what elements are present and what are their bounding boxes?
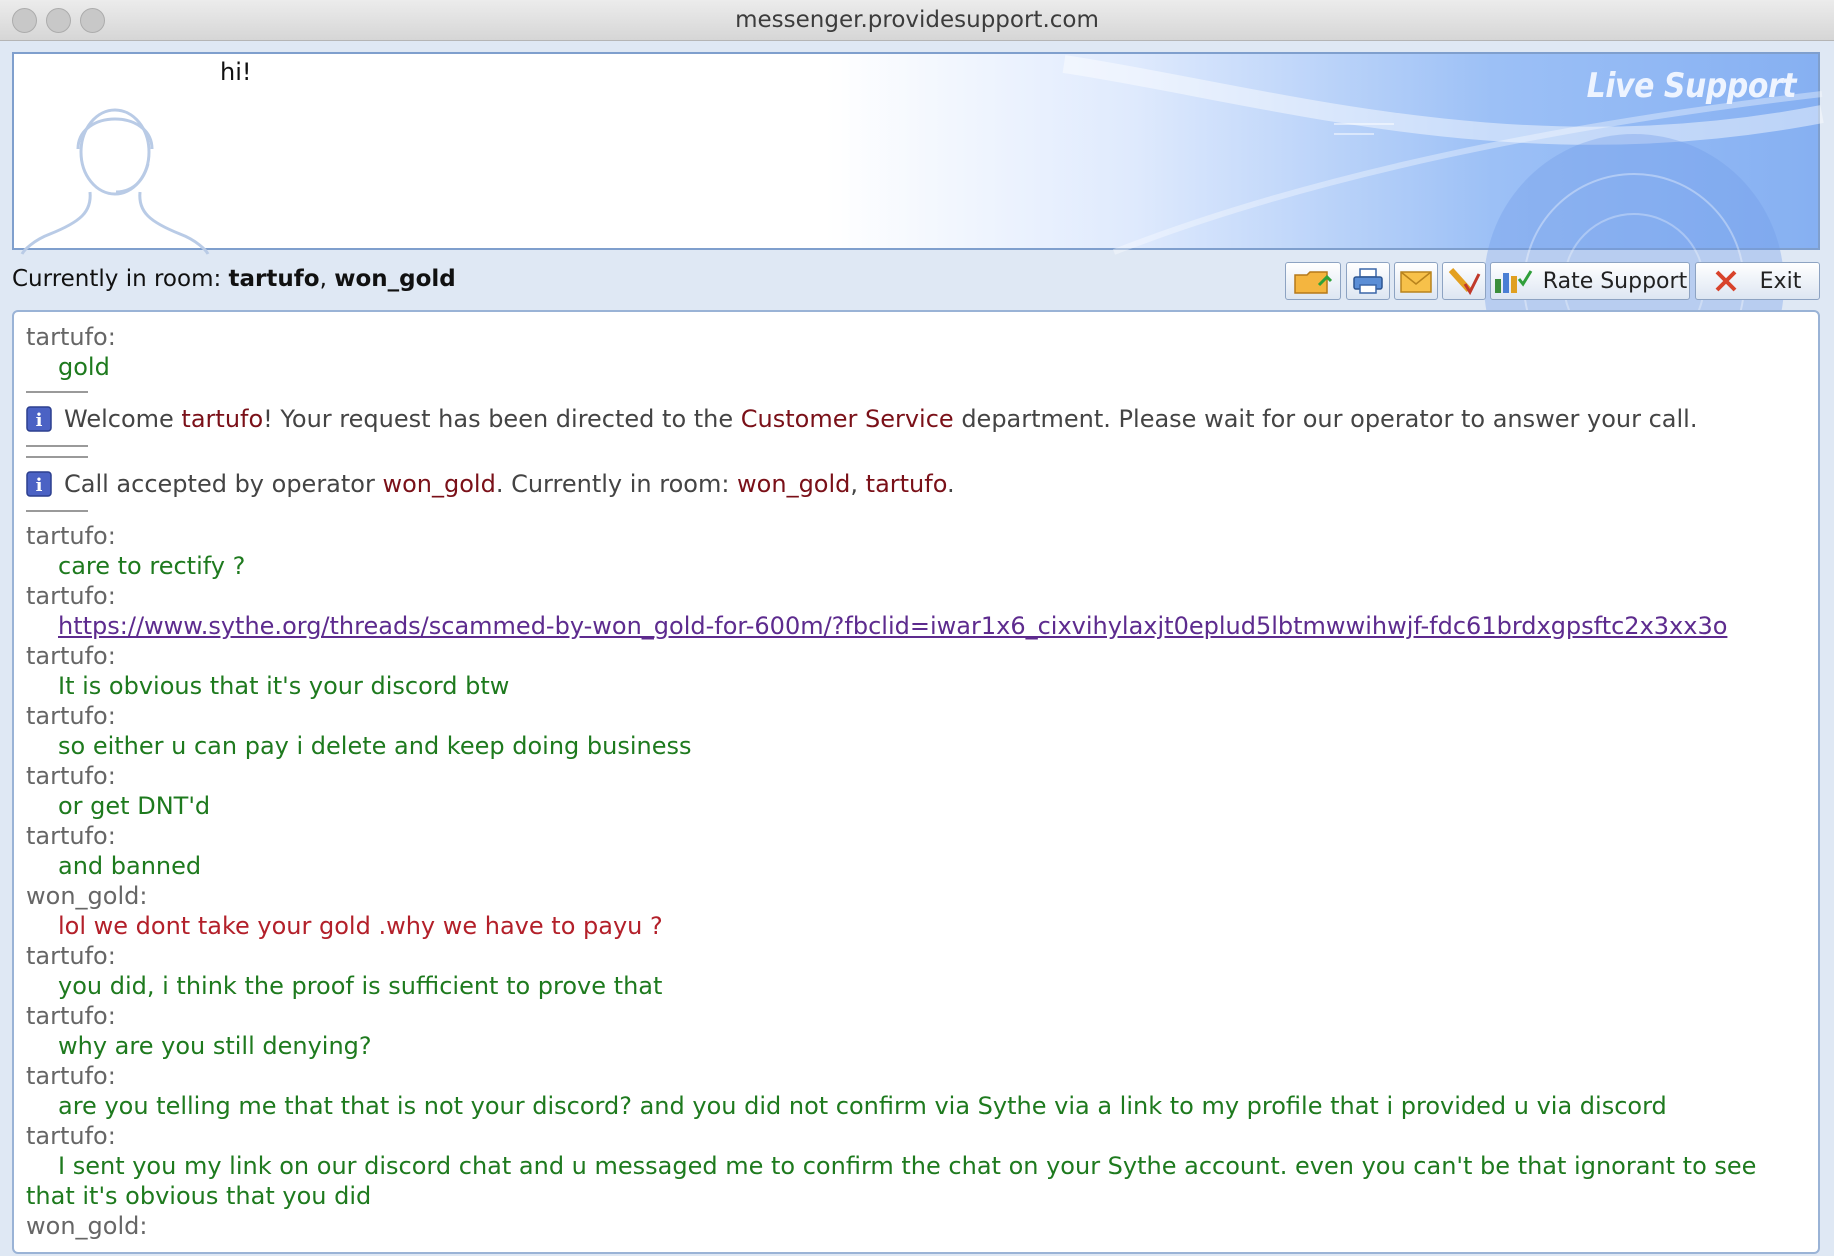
banner-decoration (14, 54, 1822, 252)
message-sender: tartufo: (26, 1122, 116, 1150)
system-text: , (850, 470, 866, 498)
divider (26, 445, 88, 447)
printer-icon (1352, 267, 1384, 295)
svg-text:i: i (35, 475, 43, 496)
message-text: lol we dont take your gold .why we have to payu ? (58, 912, 663, 940)
room-user: tartufo (228, 266, 320, 292)
print-button[interactable] (1346, 262, 1390, 300)
envelope-icon (1399, 268, 1433, 294)
chat-messages (26, 322, 1798, 1240)
operator-avatar-icon (20, 94, 210, 254)
system-text: department. Please wait for our operator to answer your call. (953, 405, 1698, 433)
info-icon (26, 406, 52, 432)
rate-support-label: Rate Support (1542, 268, 1688, 294)
divider (26, 456, 88, 458)
rate-support-button[interactable] (1490, 262, 1690, 300)
message-text: so either u can pay i delete and keep doing business (58, 732, 692, 760)
message-text: or get DNT'd (58, 792, 211, 820)
system-text: ! Your request has been directed to the (263, 405, 741, 433)
system-text: Call accepted by operator (64, 470, 383, 498)
system-text: Welcome (64, 405, 182, 433)
message-sender: tartufo: (26, 323, 116, 351)
room-separator: , (319, 266, 335, 292)
window-titlebar (0, 0, 1834, 41)
system-message-accepted (26, 467, 1798, 501)
message-sender: won_gold: (26, 1212, 148, 1240)
message-sender: tartufo: (26, 762, 116, 790)
svg-text:i: i (35, 410, 43, 431)
message-link[interactable]: https://www.sythe.org/threads/scammed-by-won_gold-for-600m/?fbclid=iwar1x6_cixvihylaxjt0eplud5lbtmwwihwjf-fdc61brdxgpsftc2x3xx3o (58, 612, 1728, 640)
pencil-check-icon (1447, 266, 1481, 296)
message-sender: tartufo: (26, 1002, 116, 1030)
message-sender: tartufo: (26, 582, 116, 610)
message-text: you did, i think the proof is sufficient to prove that (58, 972, 663, 1000)
message-text: gold (58, 353, 110, 381)
message-sender: tartufo: (26, 822, 116, 850)
message-text: I sent you my link on our discord chat and u messaged me to confirm the chat on your Sythe account. even you can't be that ignorant to see that it's obvious that you did (26, 1152, 1757, 1210)
chart-check-icon (1493, 267, 1533, 295)
live-support-logo: Live Support (1586, 66, 1796, 106)
room-status (12, 266, 456, 292)
window-title: messenger.providesupport.com (735, 7, 1099, 33)
message-sender: tartufo: (26, 702, 116, 730)
message-text: It is obvious that it's your discord btw (58, 672, 510, 700)
room-status-prefix: Currently in room: (12, 266, 229, 292)
send-file-button[interactable] (1285, 262, 1341, 300)
system-user: tartufo (865, 470, 947, 498)
message-text (26, 611, 1798, 641)
system-text: . (946, 470, 955, 498)
system-text: . Currently in room: (495, 470, 738, 498)
message-text: are you telling me that that is not your discord? and you did not confirm via Sythe via a link to my profile that i provided u via discord (58, 1092, 1667, 1120)
room-user: won_gold (334, 266, 456, 292)
message-sender: tartufo: (26, 522, 116, 550)
system-message-welcome (26, 402, 1798, 436)
chat-transcript[interactable] (12, 310, 1820, 1254)
folder-upload-icon (1293, 267, 1333, 295)
banner-greeting: hi! (220, 58, 252, 86)
exit-label: Exit (1759, 268, 1802, 294)
message-sender: won_gold: (26, 882, 148, 910)
close-x-icon (1714, 269, 1738, 293)
message-sender: tartufo: (26, 942, 116, 970)
system-operator: won_gold (382, 470, 496, 498)
system-department: Customer Service (740, 405, 954, 433)
message-text: and banned (58, 852, 202, 880)
message-sender: tartufo: (26, 642, 116, 670)
system-user: tartufo (181, 405, 264, 433)
message-sender: tartufo: (26, 1062, 116, 1090)
email-button[interactable] (1394, 262, 1438, 300)
settings-button[interactable] (1442, 262, 1486, 300)
divider (26, 391, 88, 393)
exit-button[interactable] (1695, 262, 1820, 300)
divider (26, 510, 88, 512)
message-text: why are you still denying? (58, 1032, 372, 1060)
system-user: won_gold (737, 470, 851, 498)
message-text: care to rectify ? (58, 552, 246, 580)
support-banner (12, 52, 1820, 250)
info-icon (26, 471, 52, 497)
